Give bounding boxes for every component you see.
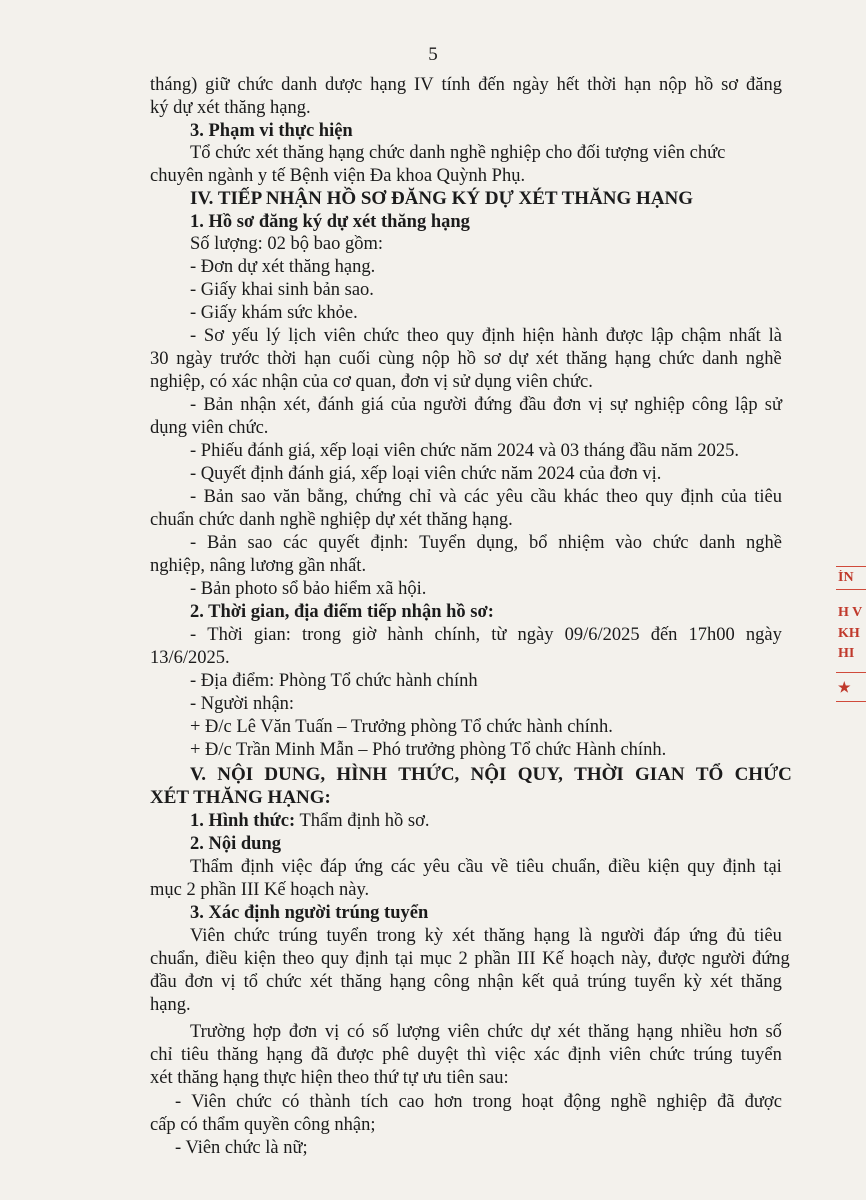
word: cầu	[457, 857, 484, 877]
word: hạng	[533, 926, 570, 946]
word: việc	[494, 1045, 526, 1065]
word: -	[190, 487, 197, 507]
word: nghề	[745, 349, 782, 369]
word: hạng	[636, 1022, 673, 1042]
stamp-border	[836, 589, 866, 590]
word: cùng	[378, 349, 415, 369]
word: định:	[370, 533, 409, 553]
word: đến	[478, 75, 505, 95]
word: của	[390, 395, 417, 415]
list-item: - Đơn dự xét thăng hạng.	[190, 257, 376, 277]
word: định	[680, 487, 714, 507]
list-item	[190, 394, 782, 416]
word: III	[517, 949, 536, 969]
word: nghề	[610, 1092, 647, 1112]
word: duyệt	[417, 1045, 459, 1065]
word: Sơ	[203, 326, 224, 346]
word: mục	[420, 949, 452, 969]
word: THỜI	[574, 764, 624, 785]
section-heading: 3. Xác định người trúng tuyển	[190, 903, 429, 923]
text-line: nghiệp, có xác nhận của cơ quan, đơn vị sử dụng viên chức.	[150, 372, 593, 392]
word: tiêu	[754, 487, 782, 507]
word: đáp	[653, 926, 681, 946]
word: xét	[535, 349, 559, 369]
word: tiêu	[180, 1045, 209, 1065]
word: công	[433, 972, 470, 992]
list-item: - Người nhận:	[190, 694, 295, 714]
word: QUY,	[517, 764, 563, 785]
word: dự	[508, 349, 528, 369]
word: định	[722, 857, 756, 877]
word: lập	[650, 326, 674, 346]
word: xác	[533, 1045, 560, 1065]
word: viên	[447, 1022, 480, 1042]
word: khác	[563, 487, 599, 507]
word: tuyển	[326, 926, 368, 946]
word: ứng	[354, 857, 383, 877]
word: 17h00	[688, 625, 735, 645]
word: định	[355, 949, 389, 969]
word: chính,	[434, 625, 481, 645]
word: thăng	[340, 972, 382, 992]
text-line	[150, 1044, 782, 1066]
word: kỳ	[424, 926, 444, 946]
word: tuyển	[740, 1045, 782, 1065]
word: định	[481, 326, 515, 346]
list-item: - Bản photo sổ bảo hiểm xã hội.	[190, 579, 427, 599]
word: Kế	[542, 949, 564, 969]
chapter-heading: IV. TIẾP NHẬN HỒ SƠ ĐĂNG KÝ DỰ XÉT THĂNG HẠNG	[190, 188, 694, 209]
word: điều	[608, 857, 640, 877]
word: nhận	[477, 972, 514, 992]
word: hạng	[389, 972, 426, 992]
word: dụng,	[476, 533, 519, 553]
word: viên	[609, 1045, 641, 1065]
text-line	[190, 810, 429, 832]
word: đơn	[552, 395, 582, 415]
text-line: chuẩn chức danh nghề nghiệp dự xét thăng hạng.	[150, 510, 513, 530]
word: quyết	[318, 533, 360, 553]
word: trong	[472, 1092, 512, 1112]
word: ứng	[689, 926, 718, 946]
text-line	[190, 1021, 782, 1043]
word: các	[464, 487, 489, 507]
word: là	[768, 326, 782, 346]
word: đủ	[726, 926, 746, 946]
text-line: nghiệp, nâng lương gần nhất.	[150, 556, 367, 576]
word: hồ	[694, 75, 714, 95]
word: cuối	[338, 349, 371, 369]
text-line: 13/6/2025.	[150, 648, 230, 668]
word: chuẩn,	[150, 949, 199, 969]
word: quả	[552, 972, 580, 992]
word: trong	[301, 625, 341, 645]
chapter-heading	[190, 764, 792, 786]
word: yêu	[496, 487, 523, 507]
word: nhiều	[680, 1022, 722, 1042]
inline-heading: 1. Hình thức:	[190, 811, 296, 831]
word: theo	[282, 949, 315, 969]
word: ngày	[176, 349, 213, 369]
section-heading: 2. Nội dung	[190, 834, 281, 854]
word: viên	[323, 326, 356, 346]
word: thăng	[740, 972, 782, 992]
word: của	[721, 487, 747, 507]
word: được	[657, 949, 696, 969]
word: thăng	[565, 349, 608, 369]
word: giờ	[352, 625, 377, 645]
word: quy	[320, 949, 349, 969]
text-line	[190, 856, 782, 878]
word: phê	[382, 1045, 409, 1065]
text-line	[150, 74, 782, 96]
word: đứng	[474, 395, 512, 415]
star-icon: ★	[838, 681, 851, 696]
stamp-border	[836, 701, 866, 702]
section-heading: 2. Thời gian, địa điểm tiếp nhận hồ sơ:	[190, 602, 494, 622]
word: bằng,	[307, 487, 348, 507]
word: quy	[687, 857, 715, 877]
word: lập	[735, 395, 758, 415]
word: đánh	[317, 395, 354, 415]
word: NỘI	[217, 764, 254, 785]
text-line	[150, 948, 790, 970]
word: được	[744, 1092, 782, 1112]
word: chỉ	[150, 1045, 173, 1065]
word: chức	[266, 972, 302, 992]
word: được	[336, 1045, 374, 1065]
word: chức	[236, 1092, 272, 1112]
text-line: chuyên ngành y tế Bệnh viện Đa khoa Quỳnh Phụ.	[150, 166, 526, 186]
text-line	[190, 925, 782, 947]
word: Bản	[203, 395, 234, 415]
word: -	[190, 533, 197, 553]
word: nộp	[659, 75, 687, 95]
text-line	[150, 348, 782, 370]
word: người	[701, 949, 746, 969]
word: -	[190, 395, 197, 415]
stamp-fragment: H V	[838, 605, 863, 620]
word: gian:	[253, 625, 291, 645]
text-line: mục 2 phần III Kế hoạch này.	[150, 880, 370, 900]
text-line: Số lượng: 02 bộ bao gồm:	[190, 234, 383, 254]
text-line: xét thăng hạng thực hiện theo thứ tự ưu tiên sau:	[150, 1068, 509, 1088]
word: đến	[650, 625, 678, 645]
word: kết	[521, 972, 545, 992]
word: tại	[763, 857, 782, 877]
word: lý	[266, 326, 281, 346]
word: công	[691, 395, 728, 415]
word: kiện	[243, 949, 276, 969]
word: số	[765, 1022, 782, 1042]
word: trong	[376, 926, 416, 946]
word: -	[175, 1092, 182, 1112]
word: này,	[621, 949, 652, 969]
word: tháng)	[150, 75, 198, 95]
word: dược	[324, 75, 363, 95]
word: NỘI	[470, 764, 507, 785]
word: người	[423, 395, 467, 415]
word: số	[372, 1022, 389, 1042]
word: quy	[645, 487, 674, 507]
word: xét,	[283, 395, 311, 415]
word: yếu	[231, 326, 259, 346]
word: Thẩm	[190, 857, 234, 877]
word: các	[390, 857, 416, 877]
word: chứng	[355, 487, 402, 507]
word: về	[490, 857, 509, 877]
word: ngày	[512, 75, 549, 95]
word: từ	[491, 625, 507, 645]
word: đăng	[746, 75, 782, 95]
word: chức	[658, 349, 695, 369]
word: giá	[360, 395, 384, 415]
list-item	[190, 486, 782, 508]
word: xét	[309, 972, 333, 992]
list-item: - Viên chức là nữ;	[175, 1138, 308, 1158]
word: quy	[446, 326, 475, 346]
word: nhiệm	[558, 533, 605, 553]
word: đáp	[320, 857, 347, 877]
word: hợp	[252, 1022, 282, 1042]
word: trúng	[587, 972, 627, 992]
word: hạng	[614, 349, 651, 369]
word: chức	[487, 1022, 523, 1042]
inline-text: Thẩm định hồ sơ.	[295, 811, 430, 831]
list-item: - Phiếu đánh giá, xếp loại viên chức năm 2024 và 03 tháng đầu năm 2025.	[190, 441, 739, 461]
word: và	[439, 487, 457, 507]
list-item: + Đ/c Lê Văn Tuấn – Trưởng phòng Tổ chức hành chính.	[190, 717, 613, 737]
word: sử	[764, 395, 782, 415]
chapter-heading: XÉT THĂNG HẠNG:	[150, 787, 331, 808]
word: nhận	[240, 395, 277, 415]
word: chức	[363, 326, 400, 346]
word: tuyển	[634, 972, 676, 992]
list-item: - Quyết định đánh giá, xếp loại viên chức năm 2024 của đơn vị.	[190, 464, 662, 484]
word: là	[578, 926, 593, 946]
word: hạn	[304, 349, 331, 369]
text-line: dụng viên chức.	[150, 418, 269, 438]
word: định	[240, 857, 274, 877]
word: tổ	[243, 972, 258, 992]
stamp-fragment: ÍN	[838, 570, 854, 585]
word: sơ	[483, 349, 501, 369]
word: trước	[220, 349, 260, 369]
word: Viên	[190, 926, 225, 946]
word: -	[190, 625, 197, 645]
word: điều	[205, 949, 238, 969]
word: bổ	[528, 533, 548, 553]
word: định	[567, 1045, 601, 1065]
word: cầu	[530, 487, 557, 507]
word: nghiệp	[634, 395, 685, 415]
word: hạng	[370, 75, 407, 95]
word: dự	[530, 1022, 550, 1042]
word: hồ	[457, 349, 477, 369]
word: nhất	[728, 326, 761, 346]
word: tại	[394, 949, 414, 969]
word: đã	[717, 1092, 735, 1112]
word: 2	[458, 949, 468, 969]
word: kỳ	[683, 972, 702, 992]
word: -	[190, 326, 197, 346]
word: 30	[150, 349, 169, 369]
word: Viên	[191, 1092, 227, 1112]
word: CHỨC	[734, 764, 792, 785]
word: kiện	[647, 857, 680, 877]
word: theo	[606, 487, 638, 507]
word: đầu	[150, 972, 177, 992]
stamp-fragment: HI	[838, 646, 855, 661]
word: sao	[240, 487, 266, 507]
word: có	[281, 1092, 300, 1112]
word: vị	[324, 1022, 340, 1042]
word: lượng	[396, 1022, 440, 1042]
text-line	[150, 971, 782, 993]
word: xét	[557, 1022, 581, 1042]
word: theo	[406, 326, 439, 346]
word: việc	[281, 857, 313, 877]
word: đứng	[751, 949, 790, 969]
word: xét	[710, 972, 733, 992]
word: vị	[221, 972, 236, 992]
word: ngày	[745, 625, 782, 645]
text-line: cấp có thẩm quyền công nhận;	[150, 1115, 376, 1135]
word: GIAN	[635, 764, 685, 785]
word: đơn	[288, 1022, 318, 1042]
word: nộp	[422, 349, 450, 369]
text-line: ký dự xét thăng hạng.	[150, 98, 311, 118]
word: hơn	[434, 1092, 463, 1112]
word: Trường	[190, 1022, 246, 1042]
word: tích	[360, 1092, 389, 1112]
word: thời	[587, 75, 617, 95]
list-item	[190, 325, 782, 347]
word: hiện	[522, 326, 555, 346]
word: được	[605, 326, 644, 346]
word: hoạch	[570, 949, 615, 969]
list-item: - Địa điểm: Phòng Tổ chức hành chính	[190, 671, 478, 691]
word: sự	[609, 395, 628, 415]
word: V.	[190, 764, 207, 785]
word: chậm	[681, 326, 722, 346]
stamp-border	[836, 672, 866, 673]
word: HÌNH	[336, 764, 388, 785]
text-line: Tổ chức xét thăng hạng chức danh nghề nghiệp cho đối tượng viên chức	[190, 143, 726, 163]
list-item: + Đ/c Trần Minh Mẫn – Phó trưởng phòng Tổ chức Hành chính.	[190, 740, 667, 760]
word: Bản	[206, 533, 237, 553]
word: sao	[247, 533, 273, 553]
word: phần	[474, 949, 511, 969]
word: hết	[556, 75, 580, 95]
word: chỉ	[408, 487, 432, 507]
word: chuẩn,	[551, 857, 601, 877]
word: tiêu	[754, 926, 782, 946]
word: hành	[562, 326, 599, 346]
word: thăng	[483, 926, 525, 946]
word: hơn	[729, 1022, 758, 1042]
word: IV	[414, 75, 434, 95]
word: đơn	[184, 972, 214, 992]
word: động	[563, 1092, 601, 1112]
word: hạng	[266, 1045, 303, 1065]
word: vị	[588, 395, 603, 415]
word: đã	[310, 1045, 329, 1065]
word: đầu	[519, 395, 546, 415]
stamp-fragment: KH	[838, 626, 860, 641]
list-item	[175, 1091, 782, 1113]
word: thăng	[217, 1045, 259, 1065]
word: chức	[233, 926, 270, 946]
word: thì	[466, 1045, 487, 1065]
word: DUNG,	[264, 764, 326, 785]
word: danh	[702, 349, 739, 369]
word: Thời	[207, 625, 243, 645]
word: vào	[615, 533, 642, 553]
word: thời	[267, 349, 297, 369]
section-heading: 1. Hồ sơ đăng ký dự xét thăng hạng	[190, 212, 470, 232]
word: giữ	[205, 75, 230, 95]
word: TỔ	[695, 764, 724, 785]
word: danh	[281, 75, 318, 95]
word: cao	[398, 1092, 425, 1112]
word: ngày	[517, 625, 554, 645]
word: yêu	[423, 857, 450, 877]
word: có	[347, 1022, 365, 1042]
list-item: - Giấy khám sức khỏe.	[190, 303, 358, 323]
word: hoạt	[521, 1092, 554, 1112]
word: trúng	[278, 926, 318, 946]
word: sơ	[721, 75, 739, 95]
word: tính	[441, 75, 471, 95]
word: người	[601, 926, 645, 946]
word: 09/6/2025	[564, 625, 640, 645]
word: chức	[652, 533, 689, 553]
word: Tuyển	[419, 533, 466, 553]
word: hành	[387, 625, 424, 645]
word: nghề	[745, 533, 782, 553]
word: lịch	[288, 326, 317, 346]
word: văn	[273, 487, 300, 507]
word: Bản	[203, 487, 234, 507]
word: nghiệp	[656, 1092, 708, 1112]
word: chức	[649, 1045, 685, 1065]
section-heading: 3. Phạm vi thực hiện	[190, 121, 353, 141]
list-item	[190, 532, 782, 554]
page-number: 5	[428, 44, 438, 65]
word: THỨC,	[398, 764, 460, 785]
word: thăng	[588, 1022, 630, 1042]
text-line: hạng.	[150, 995, 191, 1015]
word: danh	[699, 533, 736, 553]
word: hạn	[624, 75, 652, 95]
list-item	[190, 624, 782, 646]
word: chức	[237, 75, 274, 95]
word: xét	[452, 926, 475, 946]
word: thành	[309, 1092, 351, 1112]
word: các	[283, 533, 308, 553]
list-item: - Giấy khai sinh bản sao.	[190, 280, 374, 300]
stamp-border	[836, 566, 866, 567]
word: trúng	[693, 1045, 733, 1065]
word: tiêu	[516, 857, 544, 877]
